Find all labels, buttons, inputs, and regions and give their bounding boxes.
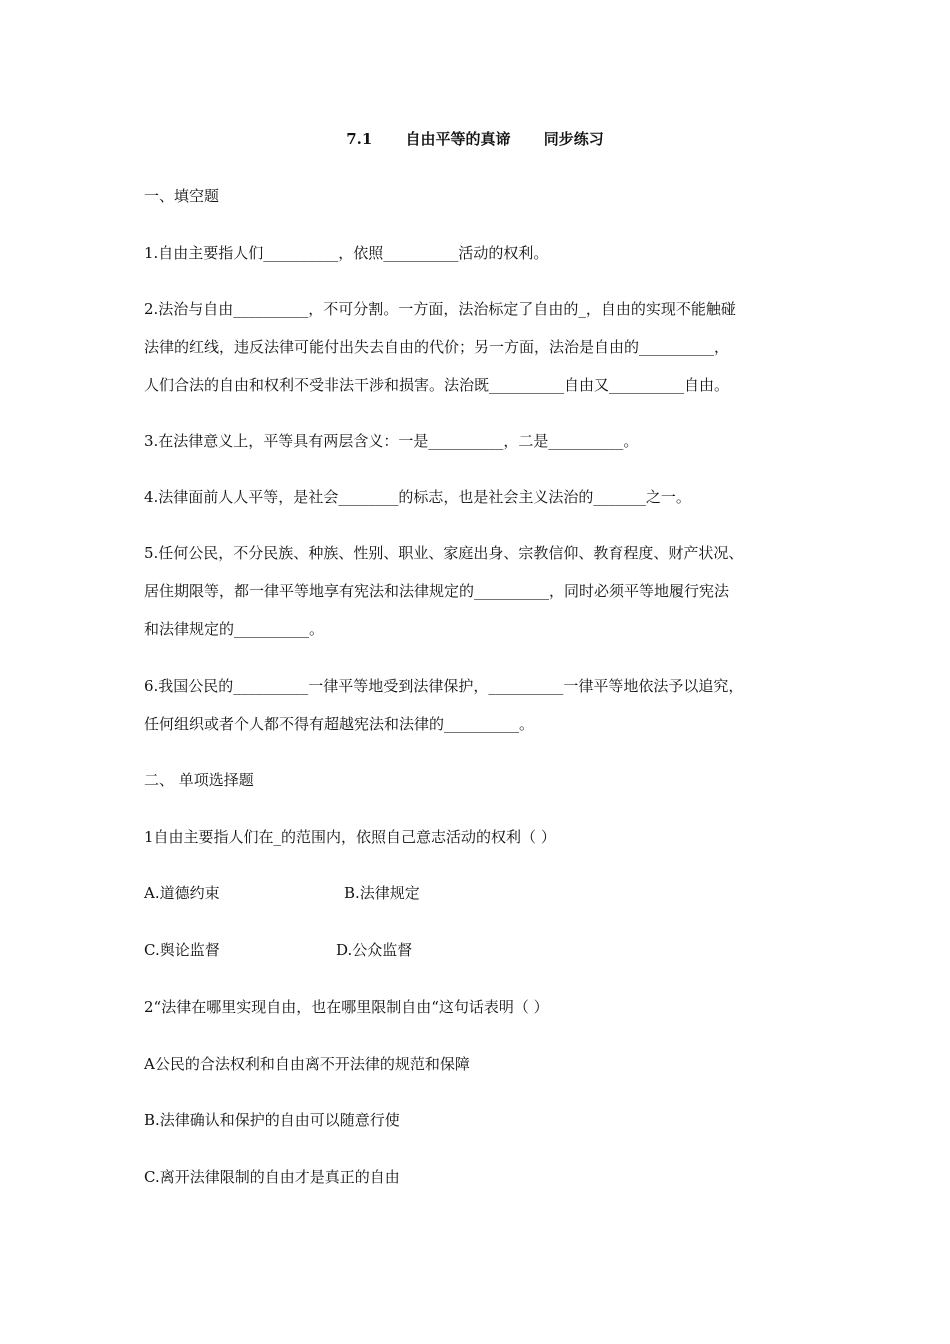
question-2-option-c: C.离开法律限制的自由才是真正的自由 (144, 1168, 400, 1186)
page-title (0, 128, 950, 150)
fill-line-6: 4.法律面前人人平等，是社会________的标志，也是社会主义法治的_______之一。 (144, 488, 691, 506)
fill-line-3: 法律的红线，违反法律可能付出失去自由的代价；另一方面，法治是自由的__________， (144, 338, 730, 356)
fill-line-4: 人们合法的自由和权利不受非法干涉和损害。法治既__________自由又__________自由。 (144, 376, 730, 394)
question-1-option-d: D.公众监督 (336, 941, 413, 959)
title-number: 7.1 (346, 130, 373, 148)
question-2-stem: 2“法律在哪里实现自由，也在哪里限制自由“这句话表明（ ） (144, 998, 549, 1016)
question-1-option-a: A.道德约束 (144, 884, 220, 902)
fill-line-11: 任何组织或者个人都不得有超越宪法和法律的__________。 (144, 715, 535, 733)
question-2-option-a: A公民的合法权利和自由离不开法律的规范和保障 (144, 1055, 470, 1073)
title-subtitle: 同步练习 (543, 130, 604, 148)
question-2-option-b: B.法律确认和保护的自由可以随意行使 (144, 1111, 400, 1129)
fill-line-8: 居住期限等，都一律平等地享有宪法和法律规定的__________，同时必须平等地履行宪法 (144, 582, 730, 600)
question-1-stem: 1自由主要指人们在_的范围内，依照自己意志活动的权利（ ） (144, 828, 556, 846)
fill-line-10: 6.我国公民的__________一律平等地受到法律保护，__________一律平等地依法予以追究， (144, 677, 744, 695)
question-1-option-c: C.舆论监督 (144, 941, 220, 959)
fill-line-1: 1.自由主要指人们__________，依照__________活动的权利。 (144, 244, 549, 262)
title-name: 自由平等的真谛 (405, 130, 511, 148)
fill-line-5: 3.在法律意义上，平等具有两层含义：一是__________，二是__________。 (144, 432, 639, 450)
fill-line-2: 2.法治与自由__________，不可分割。一方面，法治标定了自由的_，自由的实现不能触碰 (144, 300, 736, 318)
fill-line-9: 和法律规定的__________。 (144, 620, 325, 638)
section2-heading: 二、 单项选择题 (144, 771, 254, 789)
section1-heading: 一、填空题 (144, 187, 220, 205)
fill-line-7: 5.任何公民，不分民族、种族、性别、职业、家庭出身、宗教信仰、教育程度、财产状况、 (144, 544, 744, 562)
question-1-option-b: B.法律规定 (344, 884, 420, 902)
